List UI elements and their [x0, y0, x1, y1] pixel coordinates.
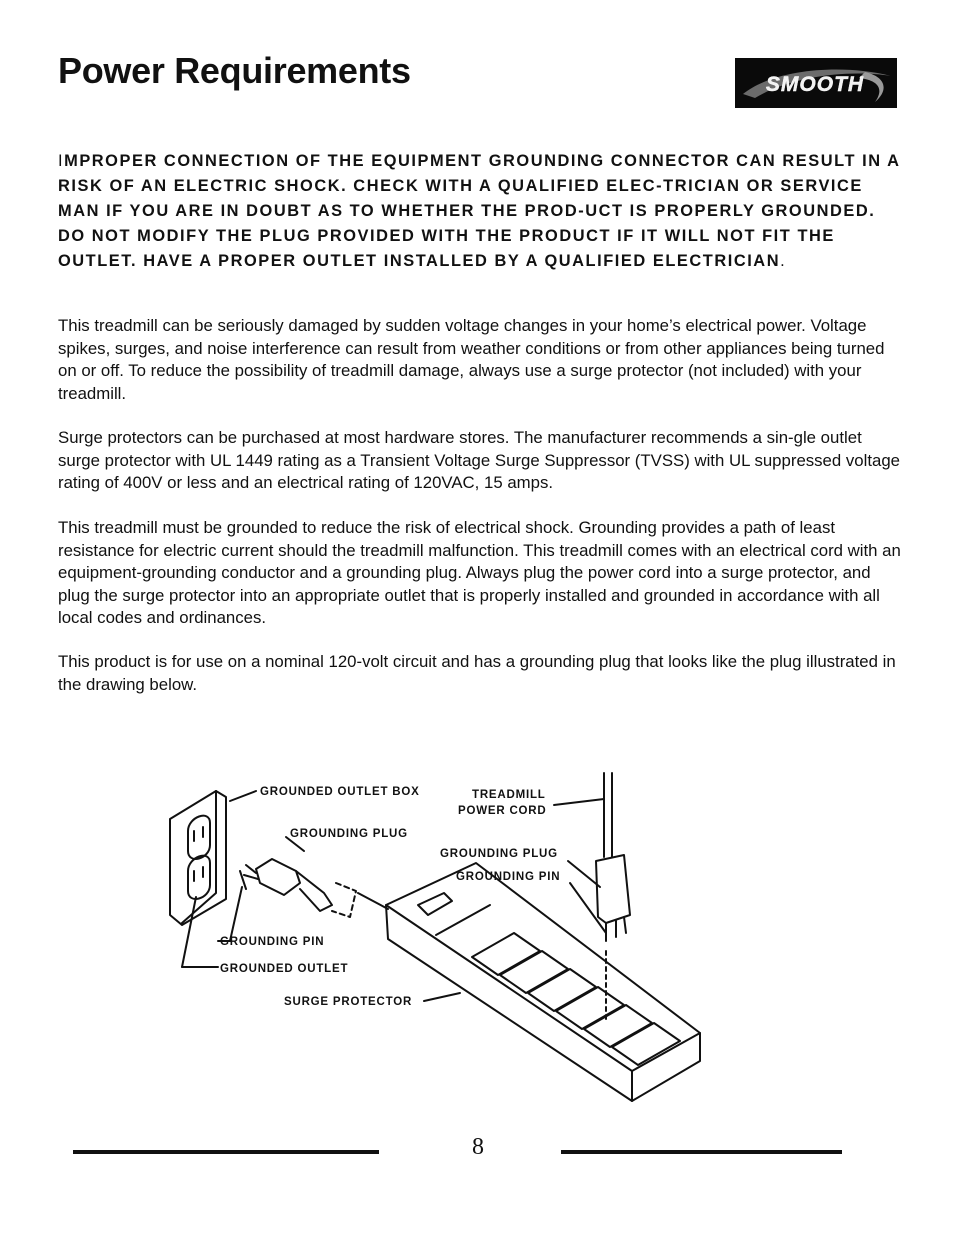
label-grounded-outlet-box: GROUNDED OUTLET BOX: [260, 786, 420, 798]
warning-period: .: [780, 252, 787, 270]
paragraph-surge-protectors: Surge protectors can be purchased at most hardware stores. The manufacturer recommends a sin-gle outlet surge protector with UL 1449 rating as a Transient Voltage Surge Suppressor (TVSS) with UL suppressed voltage rating of 400V or less and an electrical rating of 120VAC, 15 amps.: [58, 428, 900, 492]
label-grounding-pin-left: GROUNDING PIN: [220, 936, 325, 948]
label-grounding-pin-right: GROUNDING PIN: [456, 871, 561, 883]
page-number: 8: [472, 1134, 484, 1160]
footer-rule-right: [561, 1150, 842, 1154]
label-surge-protector: SURGE PROTECTOR: [284, 996, 413, 1008]
treadmill-plug-body: [596, 855, 630, 923]
warning-text: MPROPER CONNECTION OF THE EQUIPMENT GROUNDING CONNECTOR CAN RESULT IN A RISK OF AN ELECTRIC SHOCK. CHECK WITH A QUALIFIED ELEC-TRICIAN OR SERVICE MAN IF YOU ARE IN DOUBT AS TO WHETHER THE PROD-UCT IS PROPERLY GROUNDED. DO NOT MODIFY THE PLUG PROVIDED WITH THE PRODUCT IF IT WILL NOT FIT THE OUTLET. HAVE A PROPER OUTLET INSTALLED BY A QUALIFIED ELECTRICIAN: [58, 152, 900, 270]
footer-rule-left: [73, 1150, 379, 1154]
paragraph-voltage-damage: This treadmill can be seriously damaged by sudden voltage changes in your home’s electrical power. Voltage spikes, surges, and noise interference can result from weather conditions or from other appliances being turned on or off. To reduce the possibility of treadmill damage, always use a surge protector (not included) with your treadmill.: [58, 316, 885, 403]
page-title: Power Requirements: [58, 50, 411, 91]
brand-logo: [735, 58, 897, 108]
grounding-diagram: [160, 765, 720, 1110]
label-treadmill: TREADMILL: [472, 789, 546, 801]
surge-plug-body: [256, 859, 300, 895]
paragraph-grounding: This treadmill must be grounded to reduce the risk of electrical shock. Grounding provides a path of least resistance for electric current should the treadmill malfunction. This treadmill comes with an electrical cord with an equipment-grounding conductor and a grounding plug. Always plug the power cord into a surge protector, and plug the surge protector into an appropriate outlet that is properly installed and grounded in accordance with all local codes and ordinances.: [58, 518, 901, 627]
svg-text:SMOOTH: SMOOTH: [765, 73, 865, 96]
paragraph-nominal-circuit: This product is for use on a nominal 120-volt circuit and has a grounding plug that looks like the plug illustrated in the drawing below.: [58, 652, 896, 694]
label-grounding-plug-right: GROUNDING PLUG: [440, 848, 558, 860]
label-grounded-outlet: GROUNDED OUTLET: [220, 963, 349, 975]
label-power-cord: POWER CORD: [458, 805, 547, 817]
warning-initial: I: [58, 152, 65, 170]
label-grounding-plug-left: GROUNDING PLUG: [290, 828, 408, 840]
grounding-warning: [58, 149, 908, 274]
